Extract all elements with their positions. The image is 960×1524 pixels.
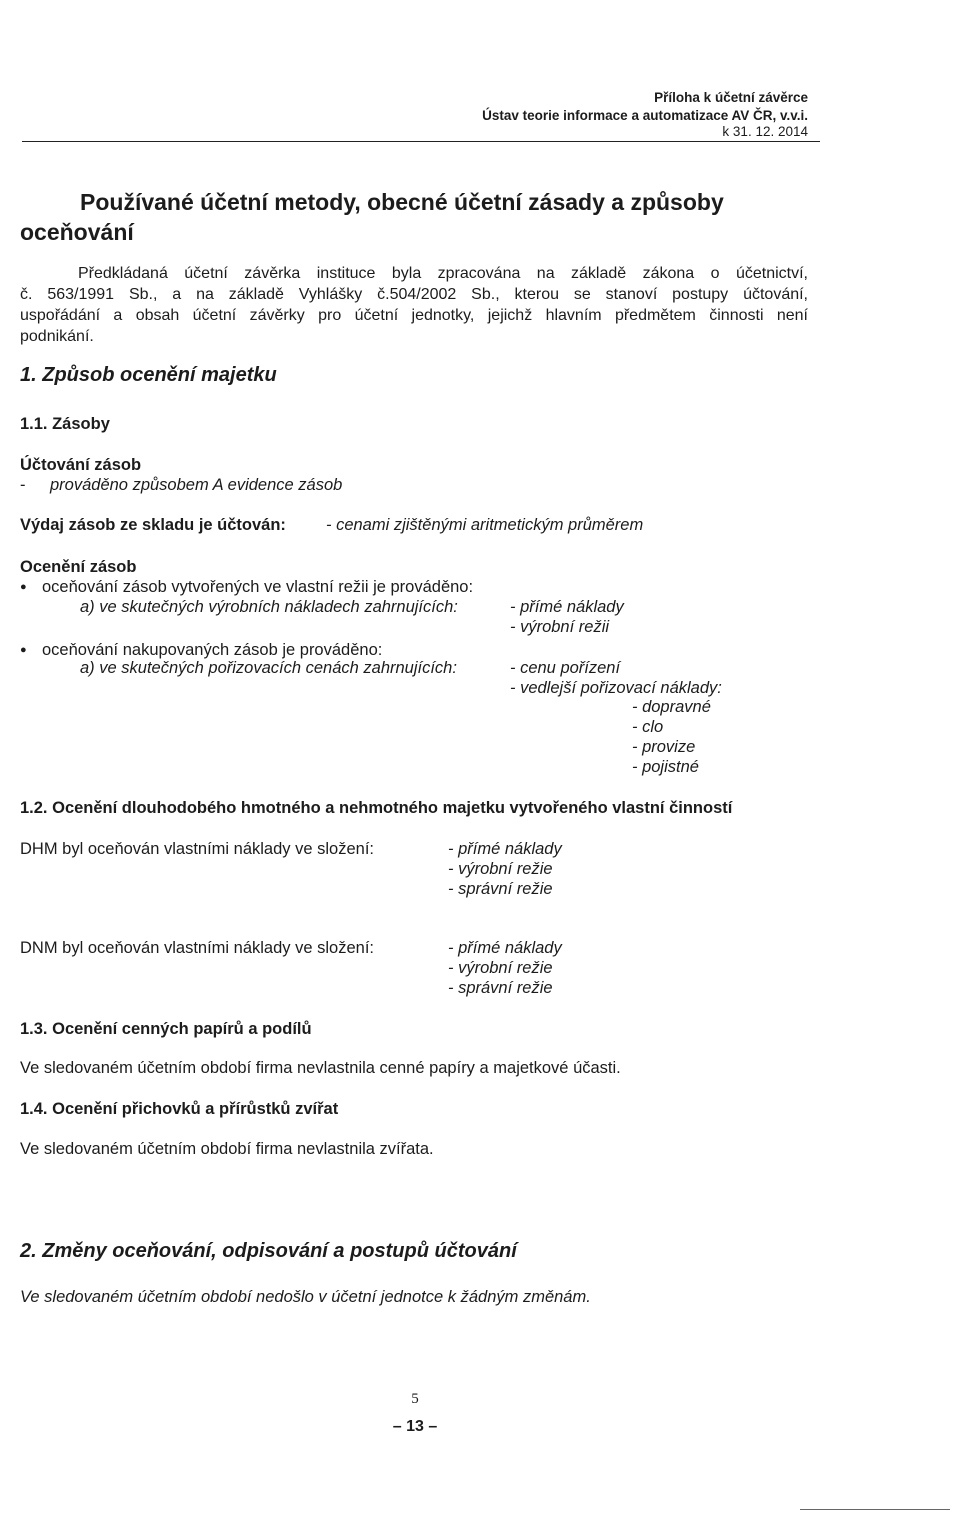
valuation-heading: Ocenění zásob xyxy=(20,558,137,576)
accounting-heading: Účtování zásob xyxy=(20,456,142,474)
section1-4-heading: 1.4. Ocenění přichovků a přírůstků zvířat xyxy=(20,1100,339,1118)
page-number-small: 5 xyxy=(411,1391,419,1407)
intro-line: uspořádání a obsah účetní závěrky pro účetní jednotky, jejichž hlavním předmětem činnosti není xyxy=(20,307,808,324)
bullet1-item: - přímé náklady xyxy=(510,598,624,616)
intro-paragraph xyxy=(20,263,808,347)
page-number: – 13 – xyxy=(392,1418,438,1435)
dnm-label: DNM byl oceňován vlastními náklady ve složení: xyxy=(20,939,374,957)
intro-line: č. 563/1991 Sb., a na základě Vyhlášky č.504/2002 Sb., kterou se stanoví postupy účtování, xyxy=(20,286,808,303)
header-date: k 31. 12. 2014 xyxy=(722,124,808,139)
dhm-item: - výrobní režie xyxy=(448,860,553,878)
bullet2-subitem: - provize xyxy=(632,738,696,756)
page-title-line1: Používané účetní metody, obecné účetní zásady a způsoby xyxy=(80,189,724,215)
bullet1-text: oceňování zásob vytvořených ve vlastní režii je prováděno: xyxy=(42,578,474,596)
accounting-item: prováděno způsobem A evidence zásob xyxy=(50,476,343,494)
bullet-dot-icon: ● xyxy=(20,581,27,593)
dhm-item: - přímé náklady xyxy=(448,840,562,858)
page-title-line2: oceňování xyxy=(20,219,134,245)
issue-label: Výdaj zásob ze skladu je účtován: xyxy=(20,516,286,534)
bullet2-subitem: - pojistné xyxy=(632,758,699,776)
dnm-item: - výrobní režie xyxy=(448,959,553,977)
section1-3-text: Ve sledovaném účetním období firma nevlastnila cenné papíry a majetkové účasti. xyxy=(20,1059,621,1077)
dhm-item: - správní režie xyxy=(448,880,553,898)
header-institution: Ústav teorie informace a automatizace AV ČR, v.v.i. xyxy=(482,108,808,123)
bullet2-text: oceňování nakupovaných zásob je prováděno: xyxy=(42,641,383,659)
bullet2-sub: a) ve skutečných pořizovacích cenách zahrnujících: xyxy=(80,659,457,677)
section1-3-heading: 1.3. Ocenění cenných papírů a podílů xyxy=(20,1020,312,1038)
bullet2-subitem: - clo xyxy=(632,718,664,736)
issue-value: - cenami zjištěnými aritmetickým průměrem xyxy=(326,516,644,534)
section1-1-heading: 1.1. Zásoby xyxy=(20,415,110,433)
bullet2-item: - vedlejší pořizovací náklady: xyxy=(510,679,722,697)
dnm-item: - přímé náklady xyxy=(448,939,562,957)
intro-line: podnikání. xyxy=(20,328,94,345)
intro-line: Předkládaná účetní závěrka instituce byla zpracována na základě zákona o účetnictví, xyxy=(78,265,808,282)
section2-text: Ve sledovaném účetním období nedošlo v účetní jednotce k žádným změnám. xyxy=(20,1288,591,1306)
section2-heading: 2. Změny oceňování, odpisování a postupů účtování xyxy=(20,1240,517,1262)
accounting-dash: - xyxy=(20,476,26,494)
bullet1-item: - výrobní režii xyxy=(510,618,610,636)
dnm-item: - správní režie xyxy=(448,979,553,997)
header-title: Příloha k účetní závěrce xyxy=(654,90,808,105)
dhm-label: DHM byl oceňován vlastními náklady ve složení: xyxy=(20,840,374,858)
bullet2-item: - cenu pořízení xyxy=(510,659,621,677)
section1-4-text: Ve sledovaném účetním období firma nevlastnila zvířata. xyxy=(20,1140,434,1158)
bullet1-sub: a) ve skutečných výrobních nákladech zahrnujících: xyxy=(80,598,458,616)
bottom-rule xyxy=(800,1509,950,1510)
section1-heading: 1. Způsob ocenění majetku xyxy=(20,364,277,386)
header-rule xyxy=(22,141,820,142)
bullet-dot-icon: ● xyxy=(20,644,27,656)
section1-2-heading: 1.2. Ocenění dlouhodobého hmotného a nehmotného majetku vytvořeného vlastní činností xyxy=(20,799,733,817)
bullet2-subitem: - dopravné xyxy=(632,698,711,716)
